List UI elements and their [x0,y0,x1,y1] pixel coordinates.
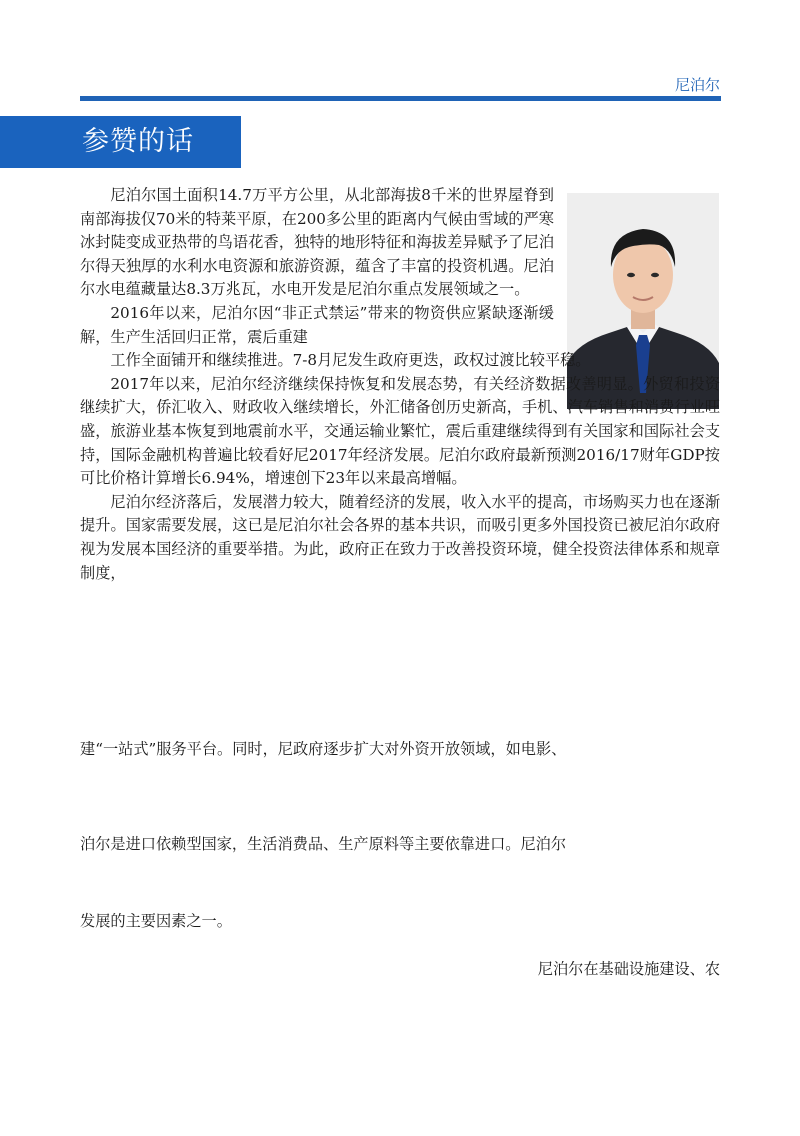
paragraph-1: 尼泊尔国土面积14.7万平方公里，从北部海拔8千米的世界屋脊到南部海拔仅70米的特莱平原，在200多公里的距离内气候由雪域的严寒冰封陡变成亚热带的鸟语花香，独特的地形特征和海拔差异赋予了尼泊尔得天独厚的水利水电资源和旅游资源，蕴含了丰富的投资机遇。尼泊尔水电蕴藏量达8.3万兆瓦，水电开发是尼泊尔重点发展领域之一。 [80,186,554,299]
paragraph-2-part2: 工作全面铺开和继续推进。7-8月尼发生政府更迭，政权过渡比较平稳。 [110,351,591,370]
paragraph-4: 尼泊尔经济落后，发展潜力较大，随着经济的发展，收入水平的提高，市场购买力也在逐渐提升。国家需要发展，这已是尼泊尔社会各界的基本共识，而吸引更多外国投资已被尼泊尔政府视为发展本国经济的重要举措。为此，政府正在致力于改善投资环境，健全投资法律体系和规章制度， [80,492,720,582]
fragment-line-a: 建“一站式”服务平台。同时，尼政府逐步扩大对外资开放领域，如电影、 [80,740,567,758]
section-title: 参赞的话 [82,126,194,157]
paragraph-3: 2017年以来，尼泊尔经济继续保持恢复和发展态势，有关经济数据改善明显。外贸和投资继续扩大，侨汇收入、财政收入继续增长，外汇储备创历史新高，手机、汽车销售和消费行业旺盛，旅游业基本恢复到地震前水平，交通运输业繁忙，震后重建继续得到有关国家和国际社会支持，国际金融机构普遍比较看好尼2017年经济发展。尼泊尔政府最新预测2016/17财年GDP按可比价格计算增长6.94%，增速创下23年以来最高增幅。 [80,374,720,488]
paragraph-2-part1: 2016年以来，尼泊尔因“非正式禁运”带来的物资供应紧缺逐渐缓解，生产生活回归正常，震后重建 [80,303,554,346]
fragment-line-b: 泊尔是进口依赖型国家，生活消费品、生产原料等主要依靠进口。尼泊尔 [80,835,566,853]
fragment-line-d: 尼泊尔在基础设施建设、农 [537,960,720,978]
header-country-label: 尼泊尔 [674,76,720,94]
header-divider [80,96,721,101]
section-banner [0,116,241,168]
article-body [80,184,720,585]
fragment-line-c: 发展的主要因素之一。 [80,912,232,930]
